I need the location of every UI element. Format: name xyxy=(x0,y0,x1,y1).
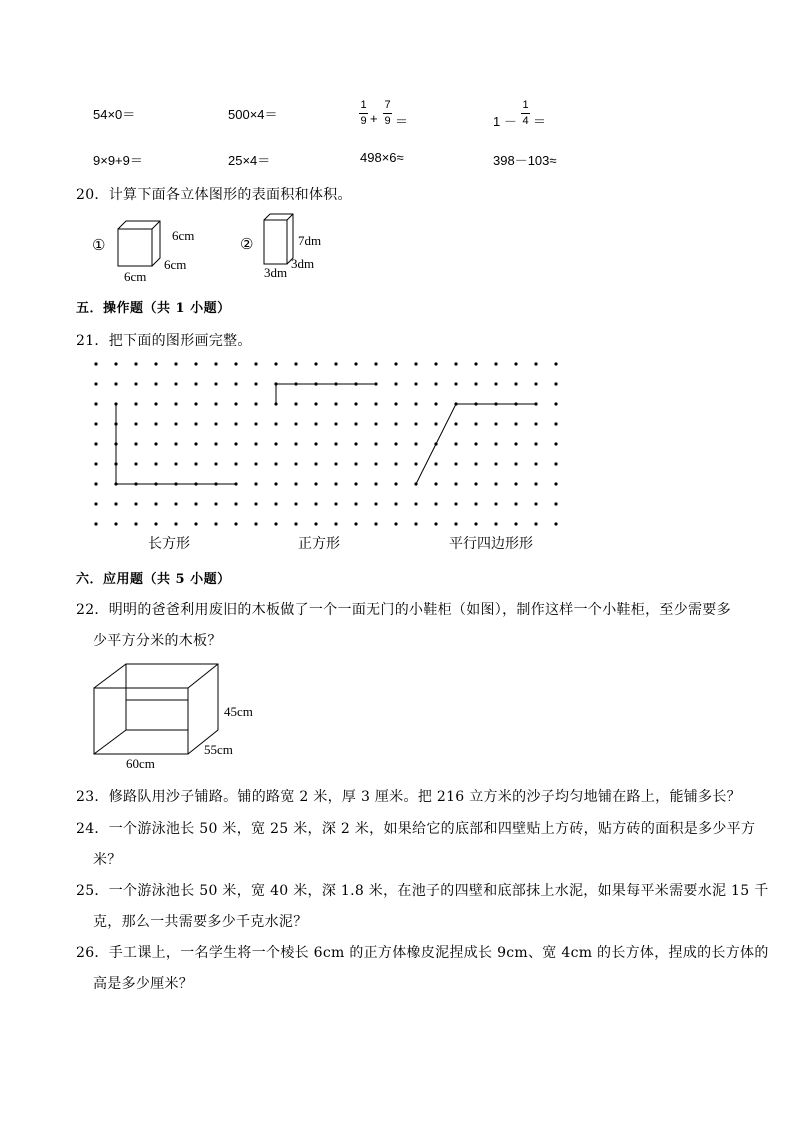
question-24-line1: 24．一个游泳池长 50 米，宽 25 米，深 2 米，如果给它的底部和四壁贴上方砖，贴方砖的面积是多少平方 xyxy=(76,821,756,837)
cube-width-label: 6cm xyxy=(124,269,147,284)
cabinet-height-label: 45cm xyxy=(224,704,253,719)
calc-25x4: 25×4＝ xyxy=(228,153,271,168)
question-25-line2: 克，那么一共需要多少千克水泥？ xyxy=(93,914,308,930)
question-24-line2: 米？ xyxy=(93,852,122,868)
cuboid-width-label: 3dm xyxy=(264,265,288,280)
cabinet-width-label: 60cm xyxy=(126,756,155,771)
label-parallelogram: 平行四边形形 xyxy=(449,536,533,552)
equals-sign: ＝ xyxy=(533,114,547,129)
question-26-line2: 高是多少厘米？ xyxy=(93,976,194,992)
calc-54x0: 54×0＝ xyxy=(93,107,136,122)
question-23: 23．修路队用沙子铺路。铺的路宽 2 米，厚 3 厘米。把 216 立方米的沙子均匀地铺在路上，能铺多长？ xyxy=(76,789,741,805)
plus-sign: + xyxy=(370,111,378,126)
fraction-denominator: 4 xyxy=(522,115,529,127)
cuboid-depth-label: 3dm xyxy=(291,256,315,271)
question-26-line1: 26．手工课上，一名学生将一个棱长 6cm 的正方体橡皮泥捏成长 9cm、宽 4cm 的长方体，捏成的长方体的 xyxy=(76,945,769,961)
calc-one-minus: 1 － xyxy=(493,114,517,129)
cabinet-depth-label: 55cm xyxy=(204,742,233,757)
fraction-denominator: 9 xyxy=(360,115,367,127)
label-rectangle: 长方形 xyxy=(148,536,190,552)
calc-9x9plus9: 9×9+9＝ xyxy=(93,153,143,168)
cuboid-height-label: 7dm xyxy=(298,233,322,248)
section-5-title: 五．操作题（共 1 小题） xyxy=(76,301,231,316)
question-20: 20．计算下面各立体图形的表面积和体积。 xyxy=(76,187,352,203)
calc-500x4: 500×4＝ xyxy=(228,107,278,122)
question-22-line1: 22．明明的爸爸利用废旧的木板做了一个一面无门的小鞋柜（如图），制作这样一个小鞋柜，至少需要多 xyxy=(76,602,731,618)
calc-498x6: 498×6≈ xyxy=(360,150,404,165)
figure-marker-2: ② xyxy=(240,237,254,253)
figure-marker-1: ① xyxy=(92,238,106,254)
question-21: 21．把下面的图形画完整。 xyxy=(76,333,252,349)
calc-398minus103: 398－103≈ xyxy=(493,153,557,168)
fraction-denominator: 9 xyxy=(384,115,391,127)
question-25-line1: 25．一个游泳池长 50 米，宽 40 米，深 1.8 米，在池子的四壁和底部抹上水泥，如果每平米需要水泥 15 千 xyxy=(76,883,769,899)
cube-height-label: 6cm xyxy=(172,228,195,243)
fraction-numerator: 7 xyxy=(384,99,391,111)
label-square: 正方形 xyxy=(298,536,340,552)
fraction-numerator: 1 xyxy=(360,99,367,111)
cube-depth-label: 6cm xyxy=(164,257,187,272)
question-22-line2: 少平方分米的木板？ xyxy=(93,633,222,649)
fraction-numerator: 1 xyxy=(522,99,529,111)
equals-sign: ＝ xyxy=(395,114,409,129)
section-6-title: 六．应用题（共 5 小题） xyxy=(76,572,231,587)
